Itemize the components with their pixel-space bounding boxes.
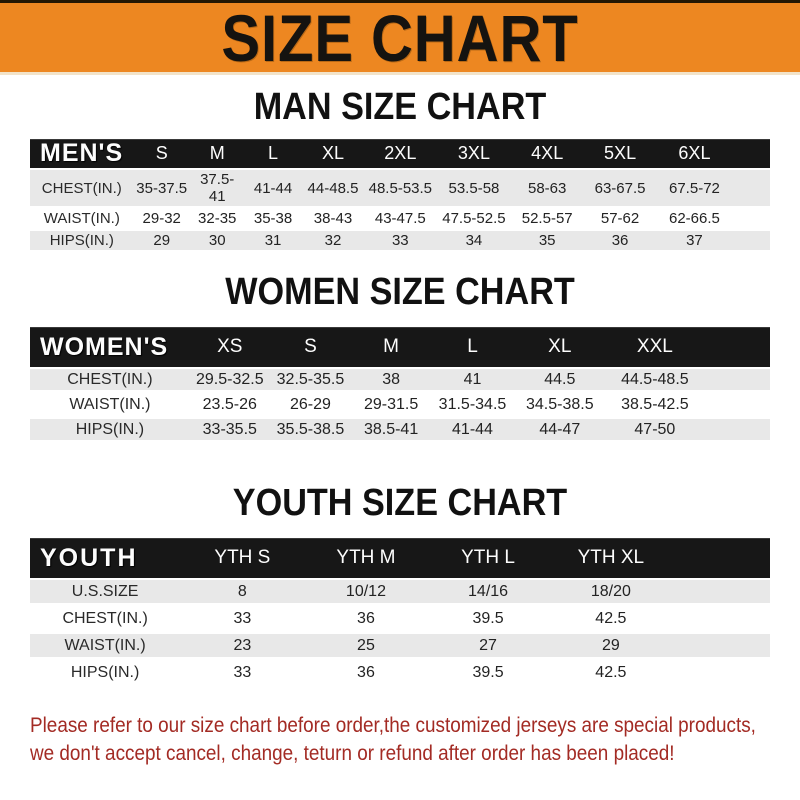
banner-title: SIZE CHART	[221, 0, 579, 75]
size-column-header: L	[245, 139, 302, 170]
size-value-cell: 44.5-48.5	[606, 369, 704, 394]
size-column-header: S	[134, 139, 190, 170]
size-value-cell: 47.5-52.5	[436, 209, 511, 231]
spacer-cell	[731, 139, 770, 170]
mens-size-table	[30, 139, 770, 253]
size-value-cell: 32-35	[190, 209, 245, 231]
notice-line-2: we don't accept cancel, change, teturn or refund after order has been placed!	[30, 742, 675, 765]
size-value-cell: 35-37.5	[134, 170, 190, 209]
size-value-cell: 29-31.5	[351, 394, 431, 419]
size-column-header: YTH XL	[549, 538, 673, 580]
size-value-cell: 14/16	[427, 580, 548, 607]
size-column-header: L	[431, 327, 514, 369]
spacer-cell	[704, 419, 770, 444]
size-value-cell: 30	[190, 231, 245, 253]
size-value-cell: 34.5-38.5	[514, 394, 606, 419]
spacer-cell	[731, 170, 770, 209]
size-value-cell: 32.5-35.5	[270, 369, 351, 394]
size-value-cell: 44-48.5	[302, 170, 365, 209]
size-value-cell: 42.5	[549, 661, 673, 688]
measurement-row	[30, 170, 770, 209]
size-value-cell: 52.5-57	[512, 209, 583, 231]
size-column-header: S	[270, 327, 351, 369]
youth-size-table	[30, 538, 770, 688]
size-value-cell: 33-35.5	[190, 419, 270, 444]
women-section-heading: WOMEN SIZE CHART	[225, 271, 575, 313]
spacer-cell	[704, 327, 770, 369]
measurement-label: CHEST(IN.)	[30, 170, 134, 209]
spacer-cell	[673, 538, 770, 580]
size-column-header: YTH L	[427, 538, 548, 580]
size-value-cell: 33	[180, 661, 304, 688]
size-value-cell: 38-43	[302, 209, 365, 231]
spacer-cell	[704, 394, 770, 419]
table-header-row	[30, 327, 770, 369]
size-value-cell: 39.5	[427, 661, 548, 688]
size-value-cell: 53.5-58	[436, 170, 511, 209]
measurement-label: HIPS(IN.)	[30, 661, 180, 688]
measurement-label: CHEST(IN.)	[30, 369, 190, 394]
size-column-header: XXL	[606, 327, 704, 369]
table-title: MEN'S	[30, 139, 134, 170]
measurement-row	[30, 209, 770, 231]
measurement-label: CHEST(IN.)	[30, 607, 180, 634]
size-value-cell: 41-44	[431, 419, 514, 444]
measurement-row	[30, 580, 770, 607]
size-value-cell: 35.5-38.5	[270, 419, 351, 444]
spacer-cell	[673, 634, 770, 661]
size-column-header: M	[351, 327, 431, 369]
size-value-cell: 23.5-26	[190, 394, 270, 419]
size-value-cell: 35	[512, 231, 583, 253]
notice-line-1: Please refer to our size chart before order,the customized jerseys are special products,	[30, 714, 756, 737]
size-value-cell: 44-47	[514, 419, 606, 444]
measurement-label: U.S.SIZE	[30, 580, 180, 607]
size-value-cell: 42.5	[549, 607, 673, 634]
measurement-row	[30, 369, 770, 394]
spacer-cell	[731, 209, 770, 231]
measurement-row	[30, 661, 770, 688]
size-value-cell: 37.5-41	[190, 170, 245, 209]
size-value-cell: 63-67.5	[583, 170, 658, 209]
size-column-header: 6XL	[657, 139, 731, 170]
size-value-cell: 36	[583, 231, 658, 253]
size-value-cell: 26-29	[270, 394, 351, 419]
womens-size-table	[30, 327, 770, 444]
size-value-cell: 29-32	[134, 209, 190, 231]
table-title: YOUTH	[30, 538, 180, 580]
measurement-label: WAIST(IN.)	[30, 634, 180, 661]
size-value-cell: 37	[657, 231, 731, 253]
measurement-row	[30, 419, 770, 444]
man-section-heading: MAN SIZE CHART	[253, 86, 547, 128]
measurement-label: WAIST(IN.)	[30, 394, 190, 419]
spacer-cell	[731, 231, 770, 253]
measurement-row	[30, 394, 770, 419]
size-column-header: 4XL	[512, 139, 583, 170]
size-value-cell: 39.5	[427, 607, 548, 634]
spacer-cell	[673, 607, 770, 634]
size-value-cell: 62-66.5	[657, 209, 731, 231]
size-value-cell: 35-38	[245, 209, 302, 231]
size-value-cell: 36	[305, 661, 428, 688]
measurement-row	[30, 607, 770, 634]
size-value-cell: 41	[431, 369, 514, 394]
size-column-header: XL	[514, 327, 606, 369]
table-header-row	[30, 139, 770, 170]
size-value-cell: 32	[302, 231, 365, 253]
size-value-cell: 34	[436, 231, 511, 253]
size-column-header: XL	[302, 139, 365, 170]
size-value-cell: 47-50	[606, 419, 704, 444]
youth-section-heading: YOUTH SIZE CHART	[232, 482, 568, 524]
measurement-label: WAIST(IN.)	[30, 209, 134, 231]
size-column-header: 5XL	[583, 139, 658, 170]
women-size-section	[0, 273, 800, 444]
size-value-cell: 38.5-41	[351, 419, 431, 444]
size-value-cell: 43-47.5	[364, 209, 436, 231]
size-value-cell: 29.5-32.5	[190, 369, 270, 394]
size-value-cell: 58-63	[512, 170, 583, 209]
table-title: WOMEN'S	[30, 327, 190, 369]
size-value-cell: 23	[180, 634, 304, 661]
size-value-cell: 10/12	[305, 580, 428, 607]
size-value-cell: 29	[134, 231, 190, 253]
size-column-header: M	[190, 139, 245, 170]
measurement-label: HIPS(IN.)	[30, 231, 134, 253]
size-value-cell: 33	[364, 231, 436, 253]
youth-size-section	[0, 484, 800, 688]
size-value-cell: 44.5	[514, 369, 606, 394]
banner	[0, 0, 800, 75]
size-value-cell: 38	[351, 369, 431, 394]
size-column-header: 3XL	[436, 139, 511, 170]
spacer-cell	[704, 369, 770, 394]
size-value-cell: 31.5-34.5	[431, 394, 514, 419]
size-value-cell: 27	[427, 634, 548, 661]
size-value-cell: 48.5-53.5	[364, 170, 436, 209]
footer-notice	[30, 712, 800, 768]
size-value-cell: 25	[305, 634, 428, 661]
size-value-cell: 33	[180, 607, 304, 634]
size-column-header: 2XL	[364, 139, 436, 170]
measurement-row	[30, 634, 770, 661]
table-header-row	[30, 538, 770, 580]
size-value-cell: 57-62	[583, 209, 658, 231]
size-value-cell: 36	[305, 607, 428, 634]
man-size-section	[0, 88, 800, 253]
measurement-label: HIPS(IN.)	[30, 419, 190, 444]
spacer-cell	[673, 661, 770, 688]
size-value-cell: 31	[245, 231, 302, 253]
size-value-cell: 67.5-72	[657, 170, 731, 209]
measurement-row	[30, 231, 770, 253]
size-value-cell: 29	[549, 634, 673, 661]
size-value-cell: 38.5-42.5	[606, 394, 704, 419]
size-column-header: YTH S	[180, 538, 304, 580]
size-column-header: XS	[190, 327, 270, 369]
size-value-cell: 18/20	[549, 580, 673, 607]
spacer-cell	[673, 580, 770, 607]
size-column-header: YTH M	[305, 538, 428, 580]
size-value-cell: 41-44	[245, 170, 302, 209]
size-value-cell: 8	[180, 580, 304, 607]
